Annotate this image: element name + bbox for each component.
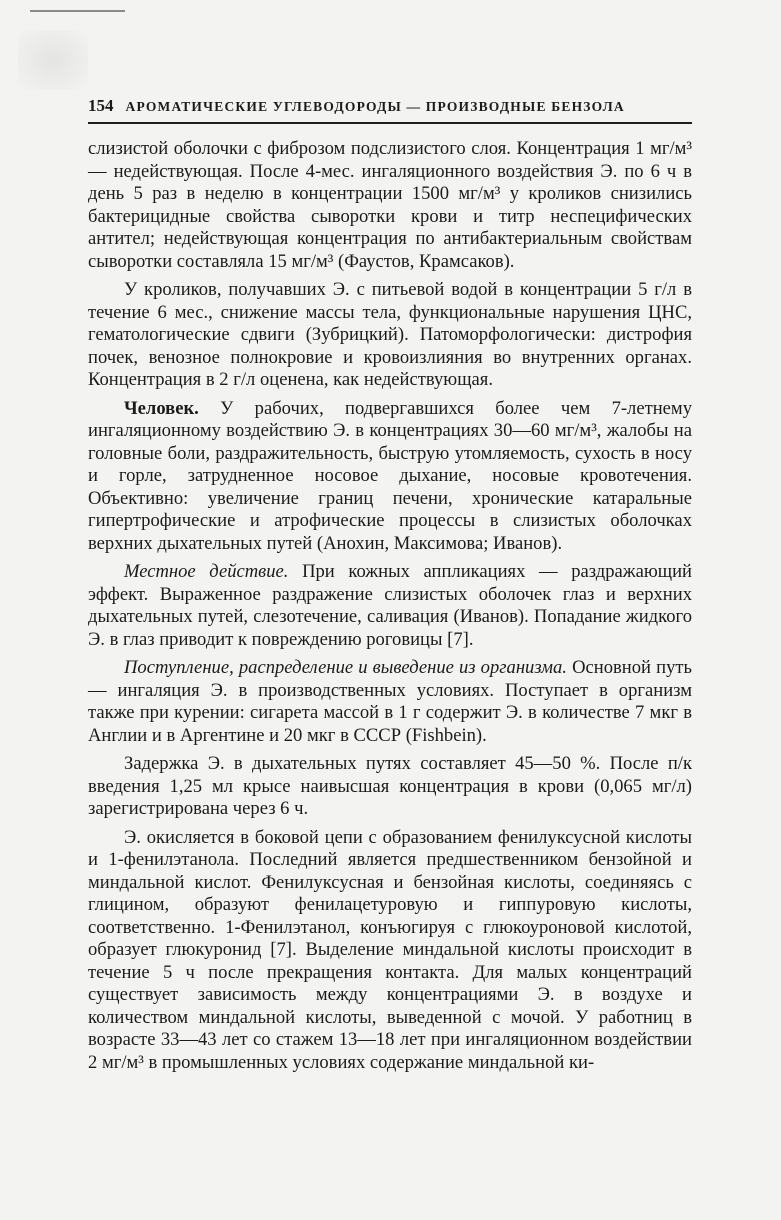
run-in-heading-local-action: Местное действие. — [124, 561, 289, 582]
paragraph-local-action — [88, 561, 692, 651]
paragraph-retention: Задержка Э. в дыхательных путях составляет 45—50 %. После п/к введения 1,25 мл крысе наивысшая концентрация в крови (0,065 мг/л) зарегистрирована через 6 ч. — [88, 753, 692, 819]
page-header — [88, 96, 688, 118]
paragraph-human — [88, 398, 692, 556]
scan-edge-mark — [30, 10, 125, 12]
scan-smudge — [18, 30, 88, 90]
run-in-heading-intake: Поступление, распределение и выведение из организма. — [124, 657, 567, 678]
paragraph-intake — [88, 657, 692, 747]
run-in-heading-human: Человек. — [124, 397, 199, 419]
paragraph-local-action-text: При кожных аппликациях — раздражающий эффект. Выраженное раздражение слизистых оболочек глаз и верхних дыхательных путей, слезотечение, саливация (Иванов). Попадание жидкого Э. в глаз приводит к повреждению роговицы [7]. — [88, 561, 693, 650]
page-body — [88, 138, 692, 1080]
paragraph-metabolism: Э. окисляется в боковой цепи с образованием фенилуксусной кислоты и 1-фенилэтанола. Последний является предшественником бензойной и миндальной кислот. Фенилуксусная и бензойная кислоты, соединяясь с глицином, образуют фенилацетуровую и гиппуровую кислоты, соответственно. 1-Фенилэтанол, конъюгируя с глюкоуроновой кислотой, образует глюкуронид [7]. Выделение миндальной кислоты происходит в течение 5 ч после прекращения контакта. Для малых концентраций существует зависимость между концентрациями Э. в воздухе и количеством миндальной кислоты, выведенной с мочой. У работниц в возрасте 33—43 лет со стажем 13—18 лет при ингаляционном воздействии 2 мг/м³ в промышленных условиях содержание миндальной ки- — [88, 826, 692, 1073]
page-number: 154 — [88, 96, 114, 115]
paragraph-continued: слизистой оболочки с фиброзом подслизистого слоя. Концентрация 1 мг/м³ — недействующая. После 4-мес. ингаляционного воздействия Э. по 6 ч в день 5 раз в неделю в концентрации 1500 мг/м³ у кроликов снизились бактерицидные свойства сыворотки крови и титр неспецифических антител; недействующая концентрация по антибактериальным свойствам сыворотки составляла 15 мг/м³ (Фаустов, Крамсаков). — [88, 138, 692, 272]
paragraph-intake-text: Основной путь — ингаляция Э. в производственных условиях. Поступает в организм также при курении: сигарета массой в 1 г содержит Э. в количестве 7 мкг в Англии и в Аргентине и 20 мкг в СССР (Fishbein). — [88, 657, 692, 746]
paragraph-human-text: У рабочих, подвергавшихся более чем 7-летнему ингаляционному воздействию Э. в концентрациях 30—60 мг/м³, жалобы на головные боли, раздражительность, быструю утомляемость, сухость в носу и горле, затрудненное носовое дыхание, носовые кровотечения. Объективно: увеличение границ печени, хронические катаральные гипертрофические и атрофические процессы в слизистых оболочках верхних дыхательных путей (Анохин, Максимова; Иванов). — [88, 397, 692, 554]
paragraph-rabbits: У кроликов, получавших Э. с питьевой водой в концентрации 5 г/л в течение 6 мес., снижение массы тела, функциональные нарушения ЦНС, гематологические сдвиги (Зубрицкий). Патоморфологически: дистрофия почек, венозное полнокровие и кровоизлияния во внутренних органах. Концентрация в 2 г/л оценена, как недействующая. — [88, 279, 692, 390]
running-head: АРОМАТИЧЕСКИЕ УГЛЕВОДОРОДЫ — ПРОИЗВОДНЫЕ БЕНЗОЛА — [125, 99, 625, 114]
header-rule — [88, 122, 692, 124]
